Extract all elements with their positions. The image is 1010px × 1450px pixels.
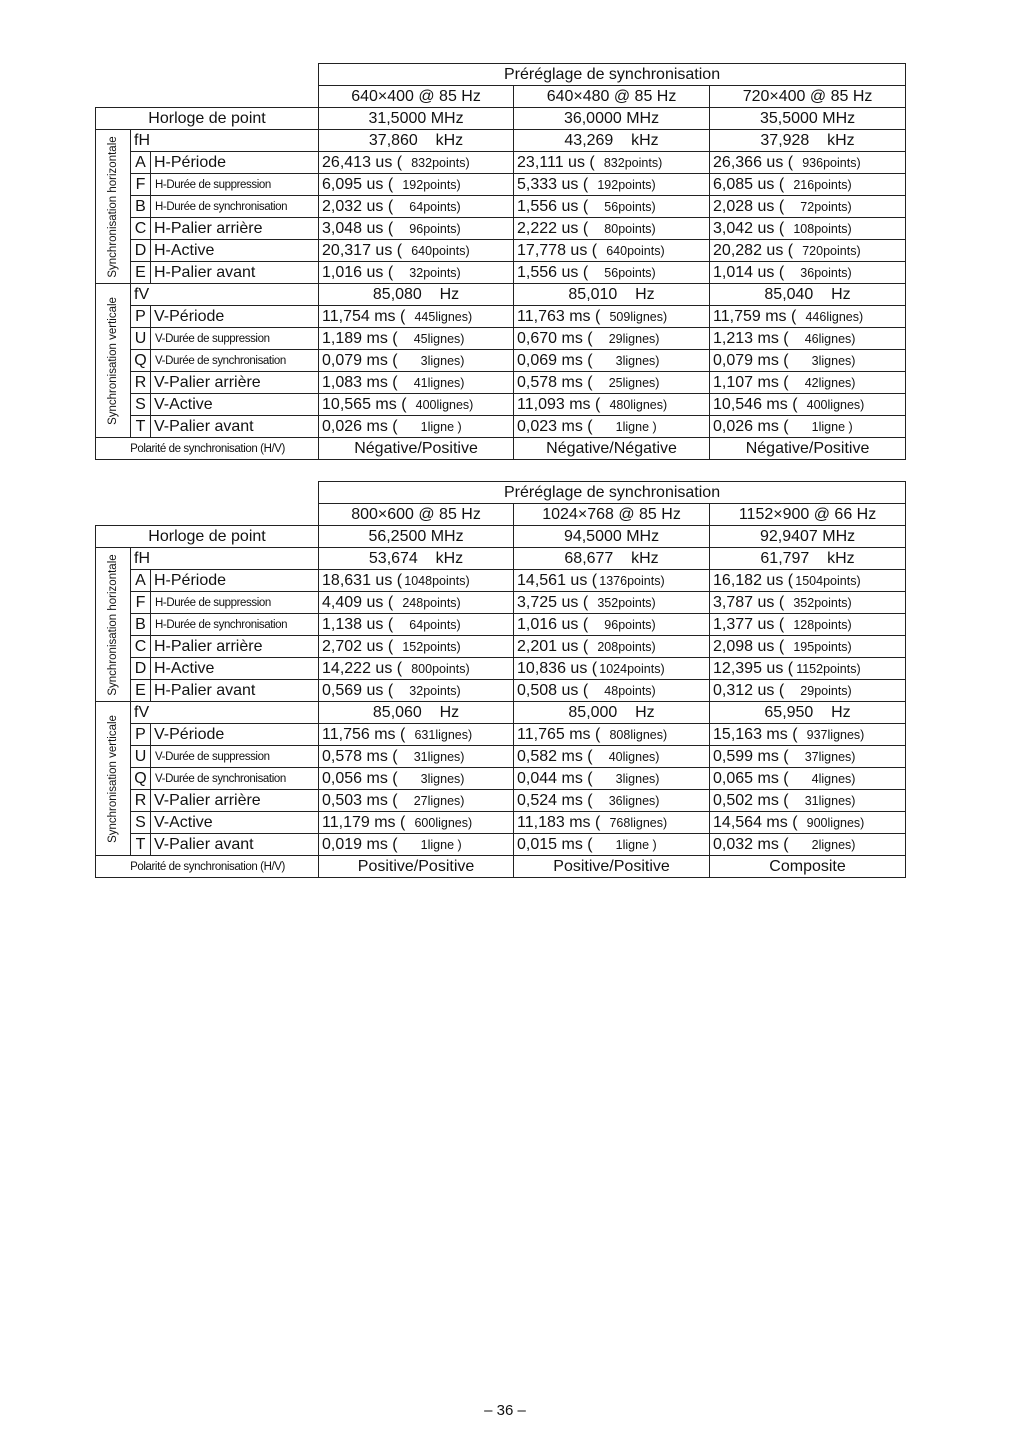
row-letter: C [131,636,151,658]
row-name: V-Active [151,394,319,416]
resolution-header: 720×400 @ 85 Hz [710,86,906,108]
timing-value: 1,107 ms ( 42lignes) [710,372,906,394]
resolution-header: 640×480 @ 85 Hz [514,86,710,108]
row-letter: E [131,262,151,284]
timing-value: 0,079 ms ( 3lignes) [710,350,906,372]
timing-value: 0,079 ms ( 3lignes) [319,350,514,372]
row-name: H-Durée de synchronisation [151,196,319,218]
timing-value: 0,599 ms ( 37lignes) [710,746,906,768]
row-letter: P [131,724,151,746]
fv-value: 85,060 Hz [319,702,514,724]
horizontal-group-label: Synchronisation horizontale [96,548,131,702]
timing-value: 1,556 us ( 56points) [514,262,710,284]
row-name: H-Palier avant [151,680,319,702]
timing-value: 16,182 us ( 1504points) [710,570,906,592]
timing-value: 11,756 ms ( 631lignes) [319,724,514,746]
row-name: V-Durée de synchronisation [151,350,319,372]
timing-value: 10,546 ms ( 400lignes) [710,394,906,416]
fv-value: 65,950 Hz [710,702,906,724]
row-name: V-Palier arrière [151,790,319,812]
timing-value: 3,787 us ( 352points) [710,592,906,614]
timing-value: 0,670 ms ( 29lignes) [514,328,710,350]
row-letter: C [131,218,151,240]
timing-value: 1,556 us ( 56points) [514,196,710,218]
polarity-value: Composite [710,856,906,878]
timing-value: 12,395 us ( 1152points) [710,658,906,680]
timing-value: 0,069 ms ( 3lignes) [514,350,710,372]
timing-value: 18,631 us ( 1048points) [319,570,514,592]
clock-value: 56,2500 MHz [319,526,514,548]
fh-label: fH [131,548,319,570]
row-name: V-Durée de synchronisation [151,768,319,790]
polarity-value: Négative/Positive [710,438,906,460]
row-letter: A [131,570,151,592]
row-letter: S [131,812,151,834]
row-letter: D [131,658,151,680]
row-letter: B [131,196,151,218]
sync-table-1 [95,63,906,460]
row-name: V-Durée de suppression [151,328,319,350]
row-name: H-Durée de suppression [151,592,319,614]
timing-value: 5,333 us ( 192points) [514,174,710,196]
timing-value: 1,189 ms ( 45lignes) [319,328,514,350]
row-letter: Q [131,768,151,790]
timing-value: 1,016 us ( 96points) [514,614,710,636]
fv-value: 85,080 Hz [319,284,514,306]
clock-value: 35,5000 MHz [710,108,906,130]
row-name: H-Active [151,658,319,680]
timing-value: 26,413 us ( 832points) [319,152,514,174]
fh-label: fH [131,130,319,152]
fv-label: fV [131,284,319,306]
timing-value: 0,524 ms ( 36lignes) [514,790,710,812]
timing-value: 15,163 ms ( 937lignes) [710,724,906,746]
row-letter: B [131,614,151,636]
timing-value: 10,565 ms ( 400lignes) [319,394,514,416]
fh-value: 61,797 kHz [710,548,906,570]
timing-value: 11,093 ms ( 480lignes) [514,394,710,416]
timing-value: 11,179 ms ( 600lignes) [319,812,514,834]
timing-value: 10,836 us ( 1024points) [514,658,710,680]
row-name: H-Active [151,240,319,262]
polarity-value: Positive/Positive [319,856,514,878]
timing-value: 0,578 ms ( 25lignes) [514,372,710,394]
row-name: H-Durée de synchronisation [151,614,319,636]
timing-value: 0,569 us ( 32points) [319,680,514,702]
timing-value: 20,282 us ( 720points) [710,240,906,262]
timing-value: 26,366 us ( 936points) [710,152,906,174]
timing-value: 0,582 ms ( 40lignes) [514,746,710,768]
timing-value: 17,778 us ( 640points) [514,240,710,262]
timing-value: 1,213 ms ( 46lignes) [710,328,906,350]
row-letter: F [131,592,151,614]
fh-value: 37,860 kHz [319,130,514,152]
row-name: V-Palier avant [151,834,319,856]
row-name: H-Période [151,570,319,592]
timing-value: 0,026 ms ( 1ligne ) [710,416,906,438]
horizontal-group-label: Synchronisation horizontale [96,130,131,284]
polarity-value: Négative/Positive [319,438,514,460]
fv-label: fV [131,702,319,724]
timing-value: 6,085 us ( 216points) [710,174,906,196]
timing-value: 3,048 us ( 96points) [319,218,514,240]
timing-value: 0,056 ms ( 3lignes) [319,768,514,790]
timing-value: 6,095 us ( 192points) [319,174,514,196]
timing-value: 1,377 us ( 128points) [710,614,906,636]
timing-value: 0,312 us ( 29points) [710,680,906,702]
timing-value: 0,503 ms ( 27lignes) [319,790,514,812]
row-letter: A [131,152,151,174]
fh-value: 43,269 kHz [514,130,710,152]
timing-value: 11,765 ms ( 808lignes) [514,724,710,746]
clock-value: 36,0000 MHz [514,108,710,130]
timing-value: 20,317 us ( 640points) [319,240,514,262]
timing-value: 3,042 us ( 108points) [710,218,906,240]
timing-value: 0,044 ms ( 3lignes) [514,768,710,790]
resolution-header: 1024×768 @ 85 Hz [514,504,710,526]
clock-value: 94,5000 MHz [514,526,710,548]
row-name: V-Période [151,724,319,746]
timing-value: 0,065 ms ( 4lignes) [710,768,906,790]
timing-value: 0,023 ms ( 1ligne ) [514,416,710,438]
row-name: V-Durée de suppression [151,746,319,768]
row-letter: U [131,746,151,768]
timing-value: 14,222 us ( 800points) [319,658,514,680]
polarity-label: Polarité de synchronisation (H/V) [96,856,319,878]
row-name: H-Période [151,152,319,174]
timing-value: 2,201 us ( 208points) [514,636,710,658]
row-name: H-Palier avant [151,262,319,284]
row-letter: R [131,372,151,394]
timing-value: 3,725 us ( 352points) [514,592,710,614]
row-name: H-Durée de suppression [151,174,319,196]
timing-value: 1,083 ms ( 41lignes) [319,372,514,394]
row-letter: T [131,416,151,438]
timing-value: 11,763 ms ( 509lignes) [514,306,710,328]
row-letter: F [131,174,151,196]
timing-value: 23,111 us ( 832points) [514,152,710,174]
page-number: – 36 – [484,1402,526,1419]
clock-label: Horloge de point [96,108,319,130]
row-name: H-Palier arrière [151,636,319,658]
timing-value: 11,183 ms ( 768lignes) [514,812,710,834]
row-letter: P [131,306,151,328]
clock-value: 31,5000 MHz [319,108,514,130]
timing-value: 1,016 us ( 32points) [319,262,514,284]
polarity-label: Polarité de synchronisation (H/V) [96,438,319,460]
resolution-header: 1152×900 @ 66 Hz [710,504,906,526]
timing-value: 1,138 us ( 64points) [319,614,514,636]
resolution-header: 640×400 @ 85 Hz [319,86,514,108]
fv-value: 85,010 Hz [514,284,710,306]
clock-value: 92,9407 MHz [710,526,906,548]
preset-header: Préréglage de synchronisation [319,64,906,86]
fv-value: 85,000 Hz [514,702,710,724]
timing-value: 14,561 us ( 1376points) [514,570,710,592]
row-name: V-Palier arrière [151,372,319,394]
fv-value: 85,040 Hz [710,284,906,306]
row-letter: D [131,240,151,262]
row-letter: R [131,790,151,812]
timing-value: 14,564 ms ( 900lignes) [710,812,906,834]
sync-table-2 [95,481,906,878]
polarity-value: Positive/Positive [514,856,710,878]
timing-value: 0,026 ms ( 1ligne ) [319,416,514,438]
row-name: H-Palier arrière [151,218,319,240]
vertical-group-label: Synchronisation verticale [96,702,131,856]
row-letter: Q [131,350,151,372]
fh-value: 53,674 kHz [319,548,514,570]
timing-value: 11,759 ms ( 446lignes) [710,306,906,328]
timing-value: 2,222 us ( 80points) [514,218,710,240]
timing-value: 0,508 us ( 48points) [514,680,710,702]
timing-value: 2,028 us ( 72points) [710,196,906,218]
row-letter: U [131,328,151,350]
row-letter: S [131,394,151,416]
timing-value: 2,032 us ( 64points) [319,196,514,218]
timing-value: 2,098 us ( 195points) [710,636,906,658]
timing-value: 2,702 us ( 152points) [319,636,514,658]
row-name: V-Période [151,306,319,328]
timing-value: 0,015 ms ( 1ligne ) [514,834,710,856]
preset-header: Préréglage de synchronisation [319,482,906,504]
polarity-value: Négative/Négative [514,438,710,460]
fh-value: 37,928 kHz [710,130,906,152]
clock-label: Horloge de point [96,526,319,548]
vertical-group-label: Synchronisation verticale [96,284,131,438]
timing-value: 4,409 us ( 248points) [319,592,514,614]
timing-value: 1,014 us ( 36points) [710,262,906,284]
resolution-header: 800×600 @ 85 Hz [319,504,514,526]
timing-value: 11,754 ms ( 445lignes) [319,306,514,328]
timing-value: 0,019 ms ( 1ligne ) [319,834,514,856]
timing-value: 0,578 ms ( 31lignes) [319,746,514,768]
row-name: V-Palier avant [151,416,319,438]
timing-value: 0,502 ms ( 31lignes) [710,790,906,812]
row-letter: T [131,834,151,856]
fh-value: 68,677 kHz [514,548,710,570]
timing-value: 0,032 ms ( 2lignes) [710,834,906,856]
row-name: V-Active [151,812,319,834]
row-letter: E [131,680,151,702]
